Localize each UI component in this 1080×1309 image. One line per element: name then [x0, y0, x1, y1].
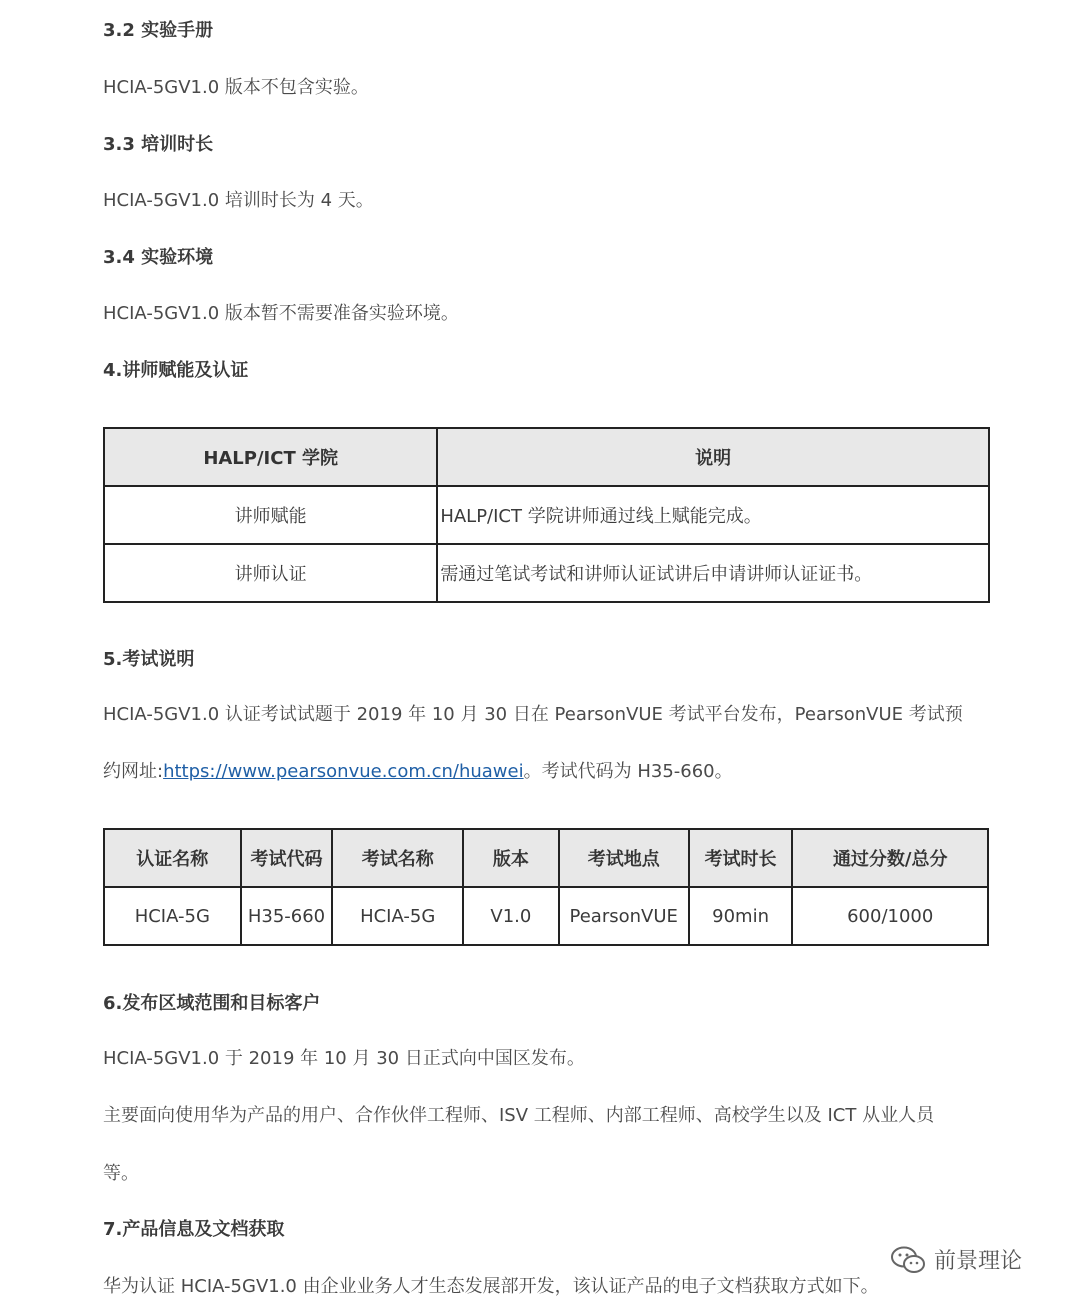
paragraph-3-3: HCIA-5GV1.0 培训时长为 4 天。: [103, 190, 374, 211]
table-header-cell: 说明: [437, 428, 989, 486]
text-prefix: 约网址:: [103, 761, 164, 782]
table-cell: 需通过笔试考试和讲师认证试讲后申请讲师认证证书。: [437, 544, 989, 602]
table-cell: HCIA-5G: [332, 887, 463, 945]
table-cell: 讲师认证: [104, 544, 437, 602]
table-header-cell: HALP/ICT 学院: [104, 428, 437, 486]
paragraph-6-1: HCIA-5GV1.0 于 2019 年 10 月 30 日正式向中国区发布。: [103, 1048, 585, 1069]
table-cell: 讲师赋能: [104, 486, 437, 544]
table-row: [104, 887, 988, 945]
table-header-cell: 版本: [463, 829, 559, 887]
table-header-cell: 考试代码: [241, 829, 333, 887]
table-header-cell: 认证名称: [104, 829, 241, 887]
table-header-row: [104, 829, 988, 887]
watermark-text: 前景理论: [934, 1249, 1023, 1274]
heading-4: 4.讲师赋能及认证: [103, 360, 249, 381]
table-header-row: [104, 428, 989, 486]
watermark: [890, 1244, 1022, 1275]
text-suffix: 。考试代码为 H35-660。: [523, 761, 733, 782]
paragraph-7: 华为认证 HCIA-5GV1.0 由企业业务人才生态发展部开发，该认证产品的电子文档获取方式如下。: [103, 1276, 879, 1297]
table-cell: 90min: [689, 887, 793, 945]
paragraph-5-line1: HCIA-5GV1.0 认证考试试题于 2019 年 10 月 30 日在 PearsonVUE 考试平台发布，PearsonVUE 考试预: [103, 704, 963, 725]
instructor-table: [103, 427, 990, 603]
exam-table: [103, 828, 989, 946]
table-cell: V1.0: [463, 887, 559, 945]
paragraph-3-2: HCIA-5GV1.0 版本不包含实验。: [103, 77, 369, 98]
paragraph-6-2: 主要面向使用华为产品的用户、合作伙伴工程师、ISV 工程师、内部工程师、高校学生以及 ICT 从业人员: [103, 1105, 935, 1126]
table-cell: HALP/ICT 学院讲师通过线上赋能完成。: [437, 486, 989, 544]
table-cell: HCIA-5G: [104, 887, 241, 945]
table-cell: H35-660: [241, 887, 333, 945]
heading-7: 7.产品信息及文档获取: [103, 1219, 285, 1240]
wechat-icon: [890, 1245, 926, 1275]
heading-5: 5.考试说明: [103, 649, 195, 670]
paragraph-3-4: HCIA-5GV1.0 版本暂不需要准备实验环境。: [103, 303, 459, 324]
heading-6: 6.发布区域范围和目标客户: [103, 993, 321, 1014]
table-row: [104, 486, 989, 544]
table-cell: PearsonVUE: [559, 887, 689, 945]
table-header-cell: 考试时长: [689, 829, 793, 887]
paragraph-6-3: 等。: [103, 1163, 139, 1184]
table-cell: 600/1000: [792, 887, 988, 945]
heading-3-4: 3.4 实验环境: [103, 247, 214, 268]
heading-3-2: 3.2 实验手册: [103, 20, 214, 41]
heading-3-3: 3.3 培训时长: [103, 134, 214, 155]
paragraph-5-line2: [103, 757, 733, 783]
pearsonvue-link[interactable]: https://www.pearsonvue.com.cn/huawei: [163, 761, 524, 782]
table-row: [104, 544, 989, 602]
table-header-cell: 通过分数/总分: [792, 829, 988, 887]
table-header-cell: 考试名称: [332, 829, 463, 887]
table-header-cell: 考试地点: [559, 829, 689, 887]
